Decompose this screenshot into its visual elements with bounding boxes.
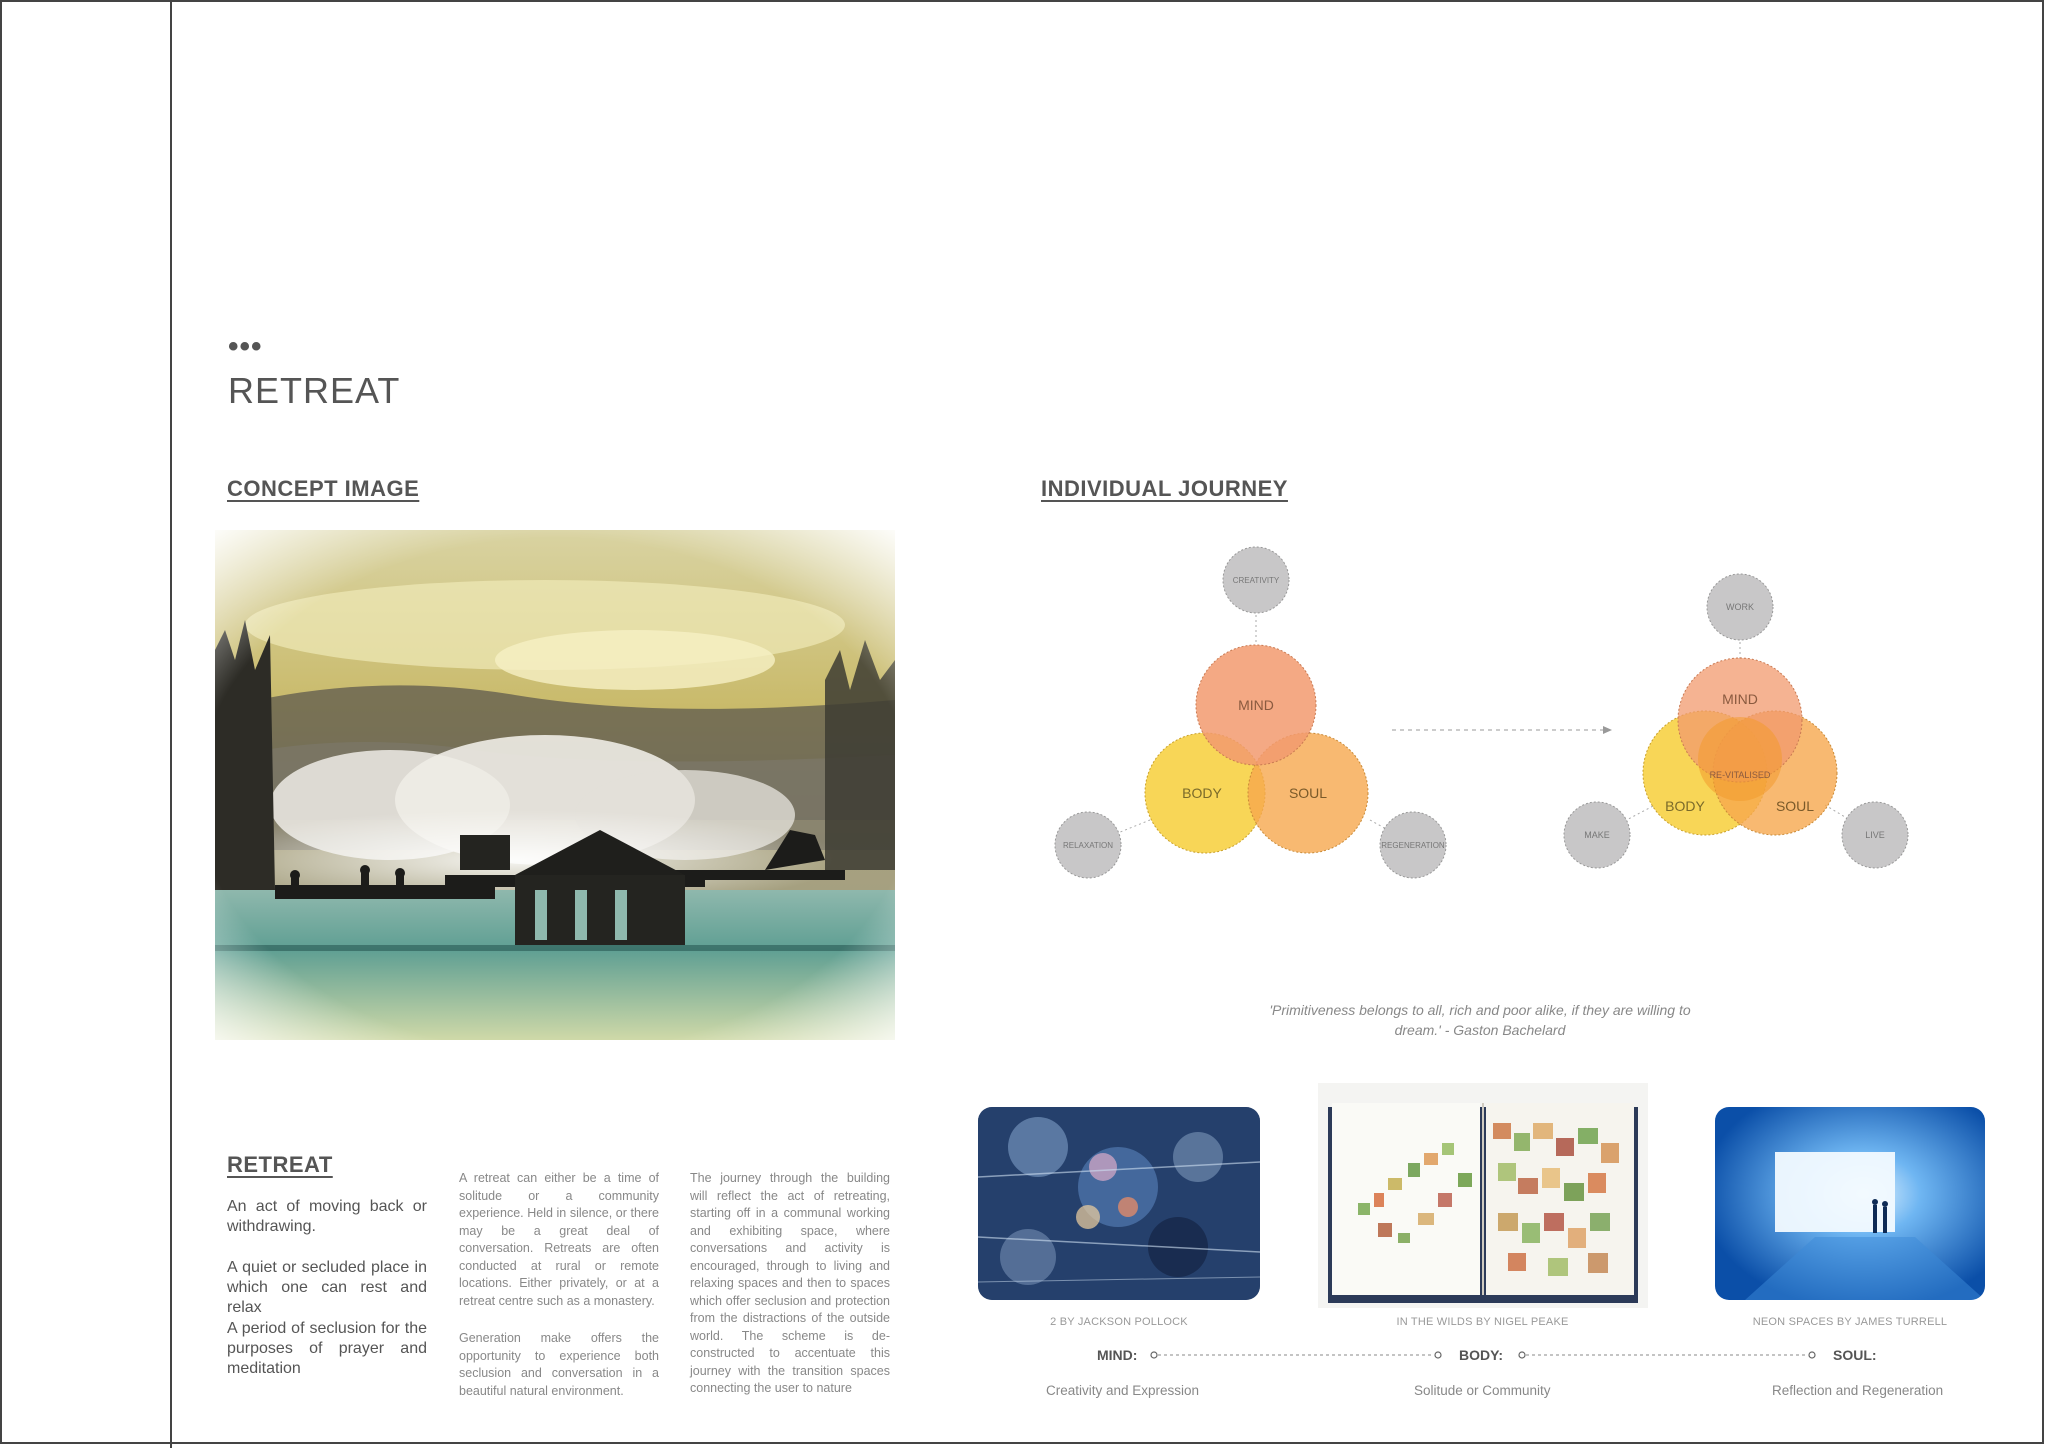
journey-diagram bbox=[1040, 535, 1940, 895]
journey-heading: INDIVIDUAL JOURNEY bbox=[1041, 476, 1288, 501]
turrell-caption: NEON SPACES BY JAMES TURRELL bbox=[1752, 1316, 1948, 1328]
bachelard-quote: 'Primitiveness belongs to all, rich and poor alike, if they are willing to dream.' - Gaston Bachelard bbox=[1269, 1002, 1691, 1038]
make-label: MAKE bbox=[1584, 830, 1610, 840]
soul-subtitle: Reflection and Regeneration bbox=[1772, 1383, 1944, 1398]
revitalised-label: RE-VITALISED bbox=[1709, 770, 1771, 780]
mind-subtitle: Creativity and Expression bbox=[1046, 1383, 1200, 1398]
live-label: LIVE bbox=[1865, 830, 1885, 840]
retreat-paragraph: A retreat can either be a time of solitude or a community experience. Held in silence, or there may be a great deal of conversation. Retreats are often conducted at rural or remote locations. Either privately, or at a retreat centre such as a monastery. bbox=[459, 1171, 659, 1308]
pollock-artwork bbox=[978, 1107, 1260, 1300]
left-soul-label: SOUL bbox=[1288, 785, 1328, 801]
creativity-label: CREATIVITY bbox=[1232, 576, 1280, 585]
definition-item: A quiet or secluded place in which one can rest and relax bbox=[227, 1259, 427, 1316]
regeneration-label: REGENERATION bbox=[1381, 841, 1445, 850]
relaxation-label: RELAXATION bbox=[1062, 841, 1114, 850]
timeline-connector bbox=[1148, 1347, 1828, 1363]
work-label: WORK bbox=[1726, 602, 1754, 612]
left-venn bbox=[1055, 547, 1446, 878]
peake-caption: IN THE WILDS BY NIGEL PEAKE bbox=[1396, 1316, 1569, 1328]
generation-paragraph: Generation make offers the opportunity to experience both seclusion and conversation in a beautiful natural environment. bbox=[459, 1331, 659, 1398]
definition-heading: RETREAT bbox=[227, 1152, 333, 1177]
right-mind-label: MIND bbox=[1722, 691, 1758, 707]
page-title: RETREAT bbox=[228, 370, 401, 411]
revitalised-core bbox=[1698, 717, 1782, 801]
right-venn bbox=[1564, 574, 1908, 868]
timeline-body-label: BODY: bbox=[1459, 1347, 1504, 1363]
left-body-label: BODY bbox=[1182, 785, 1222, 801]
journey-paragraph: The journey through the building will reflect the act of retreating, starting off in a communal working and exhibiting space, where conversations and activity is encouraged, through to living and relaxing spaces and then to spaces which offer seclusion and protection from the distractions of the outside world. The scheme is de-constructed to accentuate this journey with the transition spaces connecting the user to nature bbox=[690, 1171, 890, 1395]
margin-divider bbox=[170, 0, 172, 1448]
timeline-soul-label: SOUL: bbox=[1833, 1347, 1877, 1363]
left-mind-label: MIND bbox=[1238, 697, 1274, 713]
transition-arrow bbox=[1392, 726, 1612, 734]
james-turrell-artwork bbox=[1715, 1107, 1985, 1300]
definition-item: An act of moving back or withdrawing. bbox=[227, 1198, 427, 1235]
concept-image bbox=[215, 530, 895, 1040]
nigel-peake-artwork bbox=[1318, 1083, 1648, 1308]
concept-heading: CONCEPT IMAGE bbox=[227, 476, 420, 501]
definition-item: A period of seclusion for the purposes of prayer and meditation bbox=[227, 1320, 427, 1377]
right-soul-label: SOUL bbox=[1775, 798, 1815, 814]
right-body-label: BODY bbox=[1665, 798, 1705, 814]
timeline-mind-label: MIND: bbox=[1097, 1347, 1138, 1363]
pollock-caption: 2 BY JACKSON POLLOCK bbox=[1050, 1316, 1188, 1328]
header-dots: ••• bbox=[228, 330, 263, 363]
body-subtitle: Solitude or Community bbox=[1414, 1383, 1551, 1398]
